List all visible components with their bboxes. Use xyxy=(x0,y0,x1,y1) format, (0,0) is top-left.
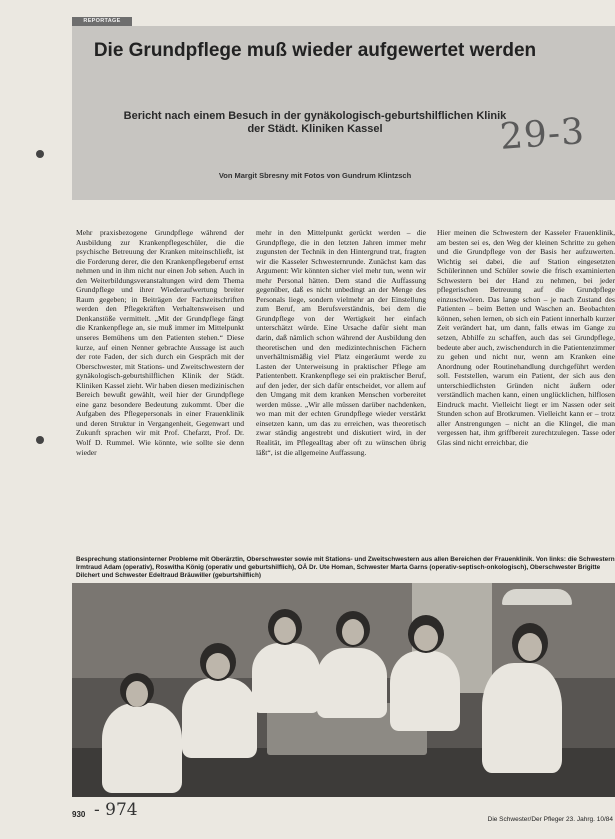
article-column-3 xyxy=(437,228,615,540)
person-figure xyxy=(390,651,460,731)
photo-lamp xyxy=(502,589,572,605)
column-text: Mehr praxisbezogene Grundpflege während der Ausbildung zur Krankenpflegeschüler, die die psychische Betreuung der Kranken miteinschließt, ist die Forderung derer, die den Krankenpflegeberuf ernst nehmen und in ihm nicht nur einen Job sehen. Auch in den Weiterbildungsveranstaltungen wird dem Thema Grundpflege und ihrer Wiederaufwertung breiter Raum gegeben; in Beiträgen der Fachzeitschriften werden den Pflegekräften Verhaltensweisen und Denkanstöße vermittelt. „Mit der Grundpflege fängt die Krankenpflege an, sie muß immer im Mittelpunkt unseres Bemühens um den Patienten stehen.“ Diese kurze, auf einen Nenner gebrachte Aussage ist auch der rote Faden, der sich durch ein Gespräch mit der Oberschwester, mit Stations- und Zweitschwestern der gynäkologisch-geburtshilflichen Klinik der Städt. Kliniken Kassel zieht. Wir haben diesen medizinischen Bereich bewußt gewählt, weil hier der Grundpflege eine ganz besondere Bedeutung zukommt. Über die Aufgaben des Pflegepersonals in einer Frauenklinik und deren Struktur in Vergangenheit, Gegenwart und Zukunft sprachen wir mit Prof. Chefarzt, Prof. Dr. Wolf D. Rummel. Wie könnte, wie sollte sie denn wieder xyxy=(76,228,244,457)
person-figure xyxy=(482,663,562,773)
person-figure xyxy=(182,678,257,758)
person-face xyxy=(274,617,296,643)
handwritten-note: 29-3 xyxy=(498,111,587,158)
person-face xyxy=(414,625,438,651)
photo-caption: Besprechung stationsinterner Probleme mit Oberärztin, Oberschwester sowie mit Stations- und Zweitschwestern aus allen Bereichen der Frauenklinik. Von links: die Schwestern Irmtraud Adam (operativ), Roswitha König (operativ und geburtshilflich), OÄ Dr. Ute Homan, Schwester Marta Garns (operativ-septisch-onkologisch), Oberschwester Brigitte Dilchert und Schwester Edeltraud Bräuwiller (geburtshilflich) xyxy=(76,556,615,579)
column-text: mehr in den Mittelpunkt gerückt werden – die Grundpflege, die in den letzten Jahren immer mehr zugunsten der Technik in den Hintergrund trat, fragten wir die Kasseler Schwesternrunde. Zunächst kam das Argument: Wir könnten sicher viel mehr tun, wenn wir mehr Personal hätten. Dem stand die Auffassung gegenüber, daß es nicht unbedingt an der Menge des Personals liege, sondern vielmehr an der Einstellung zum Beruf, am Berufsverständnis, bei dem die Grundpflege von der Wertigkeit her einfach unterschätzt würde. Eine Ursache dafür sieht man darin, daß nämlich schon während der Ausbildung den theoretischen und den medizintechnischen Fächern unverhältnismäßig viel Platz eingeräumt werde zu Lasten der Unterweisung in praktischer Pflege am Patientenbett. Krankenpflege sei ein praktischer Beruf, auf den jeder, der sich dafür entscheidet, vor allem auf den Umgang mit dem kranken Menschen vorbereitet werden müsse. „Wir alle müssen darüber nachdenken, wo man mit der echten Grundpflege wieder verstärkt einsetzen kann, um das zu erreichen, was theoretisch zwar ständig angestrebt und diskutiert wird, in der Realität, im Pflegealltag aber oft zu wünschen übrig läßt“, ist die allgemeine Auffassung. xyxy=(256,228,426,457)
article-column-2 xyxy=(256,228,426,530)
person-figure xyxy=(102,703,182,793)
journal-reference: Die Schwester/Der Pfleger 23. Jahrg. 10/84 xyxy=(487,816,613,823)
group-photo xyxy=(72,583,615,797)
article-title: Die Grundpflege muß wieder aufgewertet werden xyxy=(93,40,537,61)
punch-hole-icon xyxy=(36,436,44,444)
person-face xyxy=(518,633,542,661)
person-figure xyxy=(317,648,387,718)
article-column-1 xyxy=(76,228,244,540)
punch-hole-icon xyxy=(36,150,44,158)
article-subtitle: Bericht nach einem Besuch in der gynäkologisch-geburtshilflichen Klinik der Städt. Kliniken Kassel xyxy=(123,110,507,135)
person-face xyxy=(126,681,148,707)
column-text: Hier meinen die Schwestern der Kasseler Frauenklinik, am besten sei es, den Weg der kleinen Schritte zu gehen und die Grundpflege von der Basis her aufzuwerten. Wichtig sei dabei, die auf Station eingesetzten Schülerinnen und Schüler sowie die frisch examinierten Schwestern bei der Hand zu nehmen, bei jeder pflegerischen Betreuung auf die Grundpflege einzuschwören. Das lange schon – je nach Zustand des Patienten – beim Betten und Waschen an. Beobachten können, sehen lernen, ob sich ein Patient innerhalb kurzer Zeit verändert hat, um dann, falls etwas im Gange zu setzen, Abhilfe zu schaffen, auch das sei Grundpflege, bedeute aber auch, zwischendurch in die Patientenzimmer zu gehen und nicht nur, wenn am Kranken eine Anordnung oder Routinehandlung durchgeführt werden soll. Feststellen, warum ein Patient, der sich aus den unterschiedlichsten Gründen nicht äußern oder verständlich machen kann, einen unglücklichen, hilflosen Eindruck macht. Vielleicht liegt er im Nassen oder seit Stunden schon auf Brotkrumen. Vielleicht kann er – trotz aller Anstrengungen – nicht an die Klingel, die man vergessen hat, ihm griffbereit zurechtzulegen. Tasse oder Glas sind nicht erreichbar, die xyxy=(437,228,615,448)
page-footer xyxy=(72,800,615,830)
person-face xyxy=(342,619,364,645)
person-figure xyxy=(252,643,320,713)
byline: Von Margit Sbresny mit Fotos von Gundrum Klintzsch xyxy=(218,171,412,180)
handwritten-page-number: - 974 xyxy=(94,800,138,820)
section-label: REPORTAGE xyxy=(72,17,132,26)
page-number: 930 xyxy=(72,810,86,819)
person-face xyxy=(206,653,230,679)
